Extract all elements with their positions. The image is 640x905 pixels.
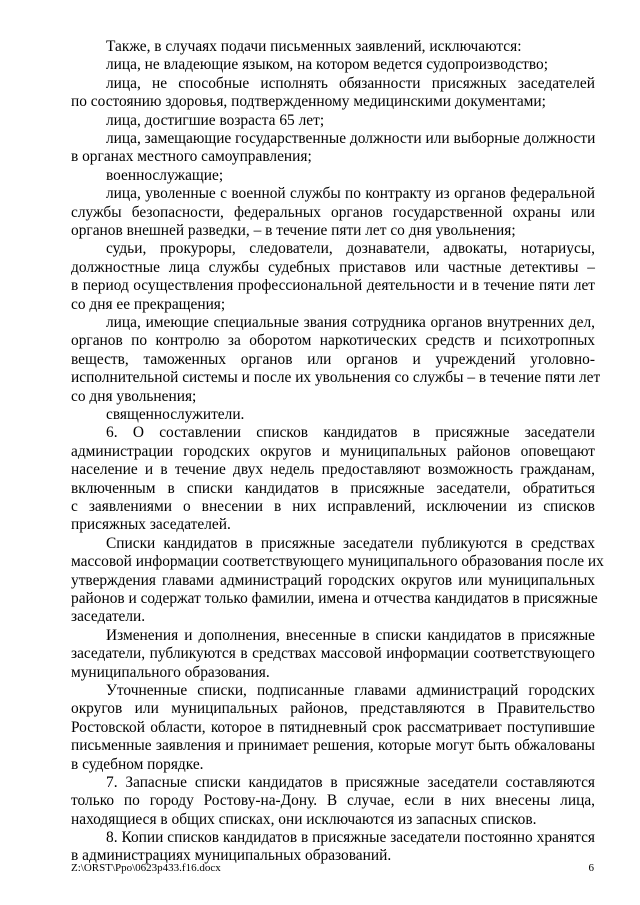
- text-line: включенным в списки кандидатов в присяжные заседатели, обратиться: [71, 480, 595, 497]
- text-line: лица, не способные исполнять обязанности присяжных заседателей: [106, 75, 595, 92]
- text-line: администрации городских округов и муниципальных районов оповещают: [71, 443, 595, 460]
- text-line: только по городу Ростову-на-Дону. В случае, если в них внесены лица,: [71, 792, 595, 809]
- text-line: заседатели.: [71, 608, 146, 625]
- text-line: должностные лица службы судебных приставов или частные детективы –: [71, 259, 595, 276]
- text-line: находящиеся в общих списках, они исключаются из запасных списков.: [71, 811, 537, 828]
- footer-page-number: 6: [588, 862, 594, 874]
- text-line: Ростовской области, которое в пятидневный срок рассматривает поступившие: [71, 719, 595, 736]
- text-line: веществ, таможенных органов или органов и учреждений уголовно-: [71, 351, 595, 368]
- text-line: исполнительной системы и после их увольнения со службы – в течение пяти лет: [71, 369, 601, 386]
- text-line: население и в течение двух недель предоставляют возможность гражданам,: [71, 461, 595, 478]
- text-line: Уточненные списки, подписанные главами администраций городских: [106, 682, 595, 699]
- text-line: в органах местного самоуправления;: [71, 148, 312, 165]
- text-line: в судебном порядке.: [71, 756, 204, 773]
- text-line: районов и содержат только фамилии, имена и отчества кандидатов в присяжные: [71, 590, 598, 607]
- text-line: массовой информации соответствующего муниципального образования после их: [71, 553, 604, 570]
- text-line: со дня увольнения;: [71, 388, 197, 405]
- text-line: органов по контролю за оборотом наркотических средств и психотропных: [71, 332, 595, 349]
- text-line: лица, достигшие возраста 65 лет;: [106, 112, 325, 129]
- text-line: муниципального образования.: [71, 664, 270, 681]
- text-line: Также, в случаях подачи письменных заявлений, исключаются:: [106, 38, 522, 55]
- text-line: в период осуществления профессиональной деятельности и в течение пяти лет: [71, 277, 595, 294]
- text-line: Изменения и дополнения, внесенные в списки кандидатов в присяжные: [106, 627, 595, 644]
- text-line: в администрациях муниципальных образований.: [71, 847, 392, 864]
- text-line: лица, замещающие государственные должности или выборные должности: [106, 130, 596, 147]
- text-line: 6. О составлении списков кандидатов в присяжные заседатели: [106, 424, 595, 441]
- text-line: присяжных заседателей.: [71, 516, 231, 533]
- text-line: со дня ее прекращения;: [71, 296, 226, 313]
- text-line: 8. Копии списков кандидатов в присяжные заседатели постоянно хранятся: [106, 829, 595, 846]
- text-line: с заявлениями о внесении в них исправлений, исключении из списков: [71, 498, 595, 515]
- text-line: священнослужители.: [106, 406, 245, 423]
- text-line: судьи, прокуроры, следователи, дознаватели, адвокаты, нотариусы,: [106, 240, 595, 257]
- text-line: заседатели, публикуются в средствах массовой информации соответствующего: [71, 645, 595, 662]
- text-line: по состоянию здоровья, подтвержденному медицинскими документами;: [71, 93, 546, 110]
- text-line: лица, не владеющие языком, на котором ведется судопроизводство;: [106, 56, 549, 73]
- text-line: Списки кандидатов в присяжные заседатели публикуются в средствах: [106, 535, 595, 552]
- text-line: округов или муниципальных районов, представляются в Правительство: [71, 700, 595, 717]
- text-line: лица, имеющие специальные звания сотрудника органов внутренних дел,: [106, 314, 595, 331]
- footer-file-path: Z:\ORST\Ppo\0623p433.f16.docx: [71, 862, 221, 874]
- text-line: письменные заявления и принимает решения, которые могут быть обжалованы: [71, 737, 595, 754]
- text-line: лица, уволенные с военной службы по контракту из органов федеральной: [106, 185, 595, 202]
- text-line: военнослужащие;: [106, 167, 224, 184]
- text-line: 7. Запасные списки кандидатов в присяжные заседатели составляются: [106, 774, 595, 791]
- text-line: службы безопасности, федеральных органов государственной охраны или: [71, 204, 595, 221]
- text-line: утверждения главами администраций городских округов или муниципальных: [71, 572, 595, 589]
- text-line: органов внешней разведки, – в течение пяти лет со дня увольнения;: [71, 222, 516, 239]
